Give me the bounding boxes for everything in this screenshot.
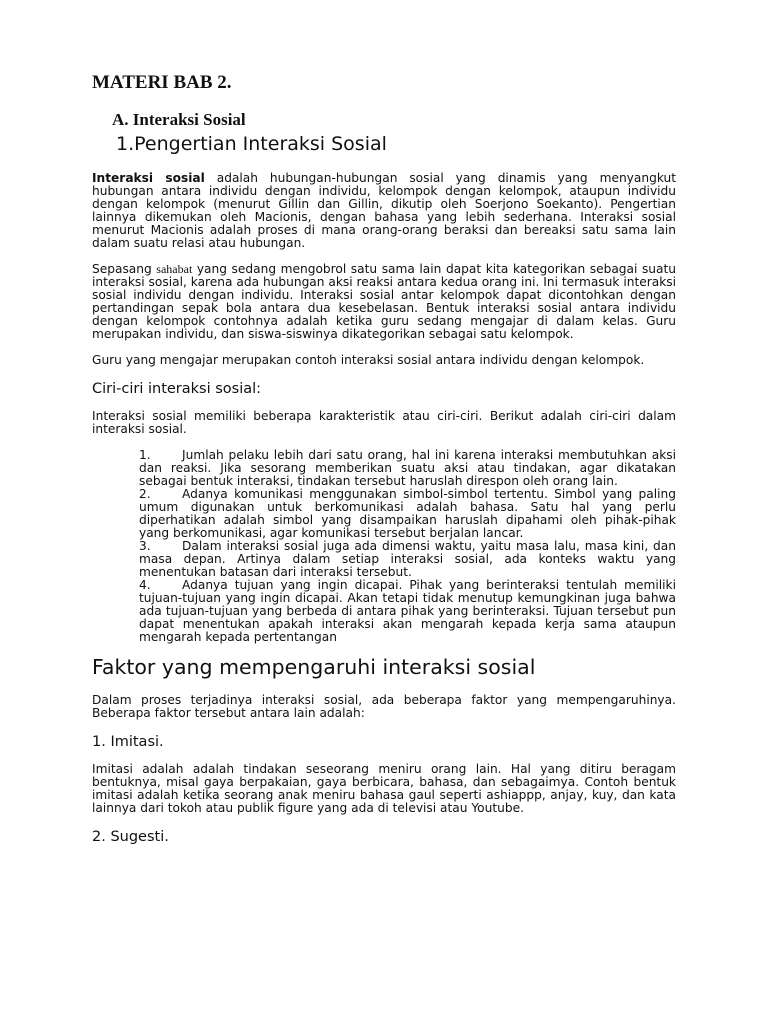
imitasi-paragraph: Imitasi adalah adalah tindakan seseorang meniru orang lain. Hal yang ditiru beragam bentuknya, misal gaya berpakaian, gaya berbicara, bahasa, dan sebagaimya. Contoh bentuk imitasi adalah ketika seorang anak meniru bahasa gaul seperti ashiappp, anjay, kuy, dan kata lainnya dari tokoh atau publik figure yang ada di televisi atau Youtube. <box>92 762 676 815</box>
teacher-paragraph: Guru yang mengajar merupakan contoh interaksi sosial antara individu dengan kelompok. <box>92 353 645 367</box>
list-item <box>139 579 676 644</box>
list-text: Adanya komunikasi menggunakan simbol-simbol tertentu. Simbol yang paling umum digunakan untuk berkomunikasi adalah bahasa. Satu hal yang perlu diperhatikan adalah simbol yang disampaikan haruslah dipahami oleh pihak-pihak yang berkomunikasi, agar komunikasi tersebut berjalan lancar. <box>139 487 676 540</box>
list-text: Adanya tujuan yang ingin dicapai. Pihak yang berinteraksi tentulah memiliki tujuan-tujuan yang ingin dicapai. Akan tetapi tidak menutup kemungkinan juga bahwa ada tujuan-tujuan yang berbeda di antara pihak yang berinteraksi. Tujuan tersebut pun dapat menentukan apakah interaksi akan mengarah kepada kerja sama ataupun mengarah kepada pertentangan <box>139 578 676 644</box>
ciri-intro: Interaksi sosial memiliki beberapa karakteristik atau ciri-ciri. Berikut adalah ciri-ciri dalam interaksi sosial. <box>92 409 676 436</box>
faktor-intro: Dalam proses terjadinya interaksi sosial, ada beberapa faktor yang mempengaruhinya. Beberapa faktor tersebut antara lain adalah: <box>92 693 676 720</box>
imitasi-heading: 1. Imitasi. <box>92 734 164 750</box>
list-text: Dalam interaksi sosial juga ada dimensi waktu, yaitu masa lalu, masa kini, dan masa depan. Artinya dalam setiap interaksi sosial, ada konteks waktu yang menentukan batasan dari interaksi tersebut. <box>139 539 676 579</box>
list-number: 4. <box>139 578 151 592</box>
definition-text: adalah hubungan-hubungan sosial yang dinamis yang menyangkut hubungan antara individu dengan individu, kelompok dengan kelompok, ataupun individu dengan kelompok (menurut Gillin dan Gillin, dikutip oleh Soerjono Soekanto). Pengertian lainnya dikemukan oleh Macionis, dengan bahasa yang lebih sederhana. Interaksi sosial menurut Macionis adalah proses di mana orang-orang beraksi dan bereaksi satu sama lain dalam suatu relasi atau hubungan. <box>92 171 677 250</box>
example-text: yang sedang mengobrol satu sama lain dapat kita kategorikan sebagai suatu interaksi sosial, karena ada hubungan aksi reaksi antara kedua orang ini. Ini termasuk interaksi sosial individu dengan individu. Interaksi sosial antar kelompok dapat dicontohkan dengan pertandingan sepak bola antara dua kesebelasan. Bentuk interaksi sosial antara individu dengan kelompok contohnya adalah ketika guru sedang mengajar di dalam kelas. Guru merupakan individu, dan siswa-siswinya dikategorikan sebagai satu kelompok. <box>92 262 677 341</box>
list-number: 2. <box>139 487 151 501</box>
chapter-heading: MATERI BAB 2. <box>92 72 232 93</box>
ciri-heading: Ciri-ciri interaksi sosial: <box>92 381 262 397</box>
section-heading: A. Interaksi Sosial <box>112 110 246 129</box>
sugesti-heading: 2. Sugesti. <box>92 829 169 845</box>
example-paragraph <box>92 263 676 341</box>
list-number: 3. <box>139 539 151 553</box>
list-item <box>139 488 676 540</box>
ciri-list <box>92 449 676 644</box>
list-item <box>139 540 676 579</box>
list-item <box>139 449 676 488</box>
list-text: Jumlah pelaku lebih dari satu orang, hal ini karena interaksi membutuhkan aksi dan reaksi. Jika sesorang memberikan suatu aksi atau tindakan, agar dikatakan sebagai bentuk interaksi, tindakan tersebut haruslah direspon oleh orang lain. <box>139 448 676 488</box>
example-start: Sepasang <box>92 262 157 276</box>
list-number: 1. <box>139 448 151 462</box>
definition-term: Interaksi sosial <box>92 171 205 185</box>
subsection-heading: 1.Pengertian Interaksi Sosial <box>116 133 387 155</box>
faktor-heading: Faktor yang mempengaruhi interaksi sosial <box>92 655 536 679</box>
definition-paragraph <box>92 172 676 250</box>
example-serif-word: sahabat <box>156 262 193 276</box>
